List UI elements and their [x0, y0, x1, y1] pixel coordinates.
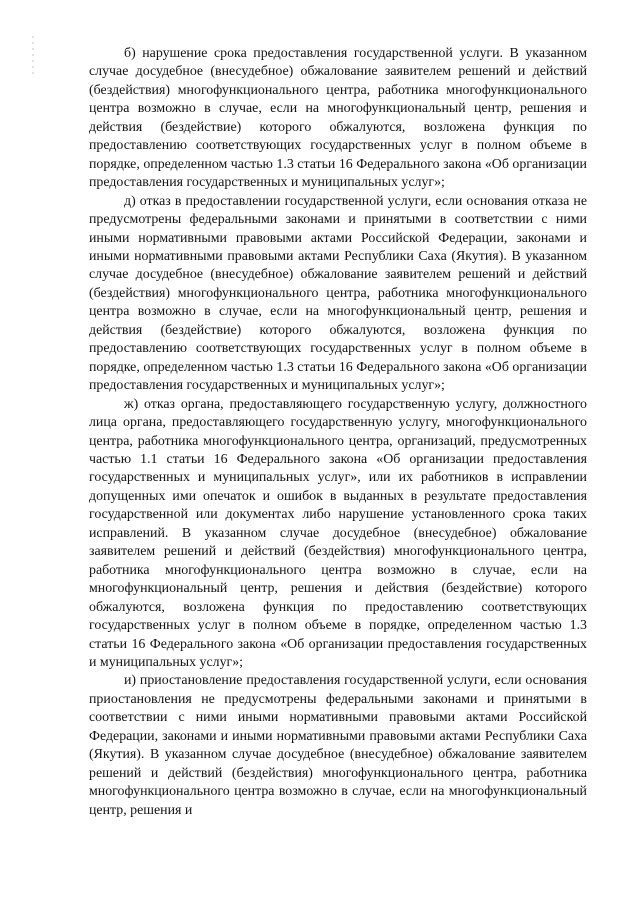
paragraph-zh: ж) отказ органа, предоставляющего государственную услугу, должностного лица органа, предоставляющего государственную услугу, многофункционального центра, работника многофункционального центра, организаций, предусмотренных частью 1.1 статьи 16 Федерального закона «Об организации предоставления государственных и муниципальных услуг», или их работников в исправлении допущенных ими опечаток и ошибок в выданных в результате предоставления государственной или документах либо нарушение установленного срока таких исправлений. В указанном случае досудебное (внесудебное) обжалование заявителем решений и действий (бездействия) многофункционального центра, работника многофункционального центра возможно в случае, если на многофункциональный центр, решения и действия (бездействие) которого обжалуются, возложена функция по предоставлению соответствующих государственных услуг в полном объеме в порядке, определенном частью 1.3 статьи 16 Федерального закона «Об организации предоставления государственных и муниципальных услуг»; — [89, 396, 587, 670]
paragraph-d: д) отказ в предоставлении государственной услуги, если основания отказа не предусмотрены федеральными законами и принятыми в соответствии с ними иными нормативными правовыми актами Российской Федерации, законами и иными нормативными правовыми актами Республики Саха (Якутия). В указанном случае досудебное (внесудебное) обжалование заявителем решений и действий (бездействия) многофункционального центра, работника многофункционального центра возможно в случае, если на многофункциональный центр, решения и действия (бездействие) которого обжалуются, возложена функция по предоставлению соответствующих государственных услуг в полном объеме в порядке, определенном частью 1.3 статьи 16 Федерального закона «Об организации предоставления государственных и муниципальных услуг»; — [89, 193, 587, 394]
paragraph-b: б) нарушение срока предоставления государственной услуги. В указанном случае досудебное (внесудебное) обжалование заявителем решений и действий (бездействия) многофункционального центра, работника многофункционального центра возможно в случае, если на многофункциональный центр, решения и действия (бездействие) которого обжалуются, возложена функция по предоставлению соответствующих государственных услуг в полном объеме в порядке, определенном частью 1.3 статьи 16 Федерального закона «Об организации предоставления государственных и муниципальных услуг»; — [89, 46, 587, 191]
document-body — [89, 45, 587, 820]
scan-margin-marks — [32, 36, 34, 76]
paragraph-i: и) приостановление предоставления государственной услуги, если основания приостановления не предусмотрены федеральными законами и принятыми в соответствии с ними иными нормативными правовыми актами Российской Федерации, законами и иными нормативными правовыми актами Республики Саха (Якутия). В указанном случае досудебное (внесудебное) обжалование заявителем решений и действий (бездействия) многофункционального центра, работника многофункционального центра возможно в случае, если на многофункциональный центр, решения и — [89, 673, 587, 818]
